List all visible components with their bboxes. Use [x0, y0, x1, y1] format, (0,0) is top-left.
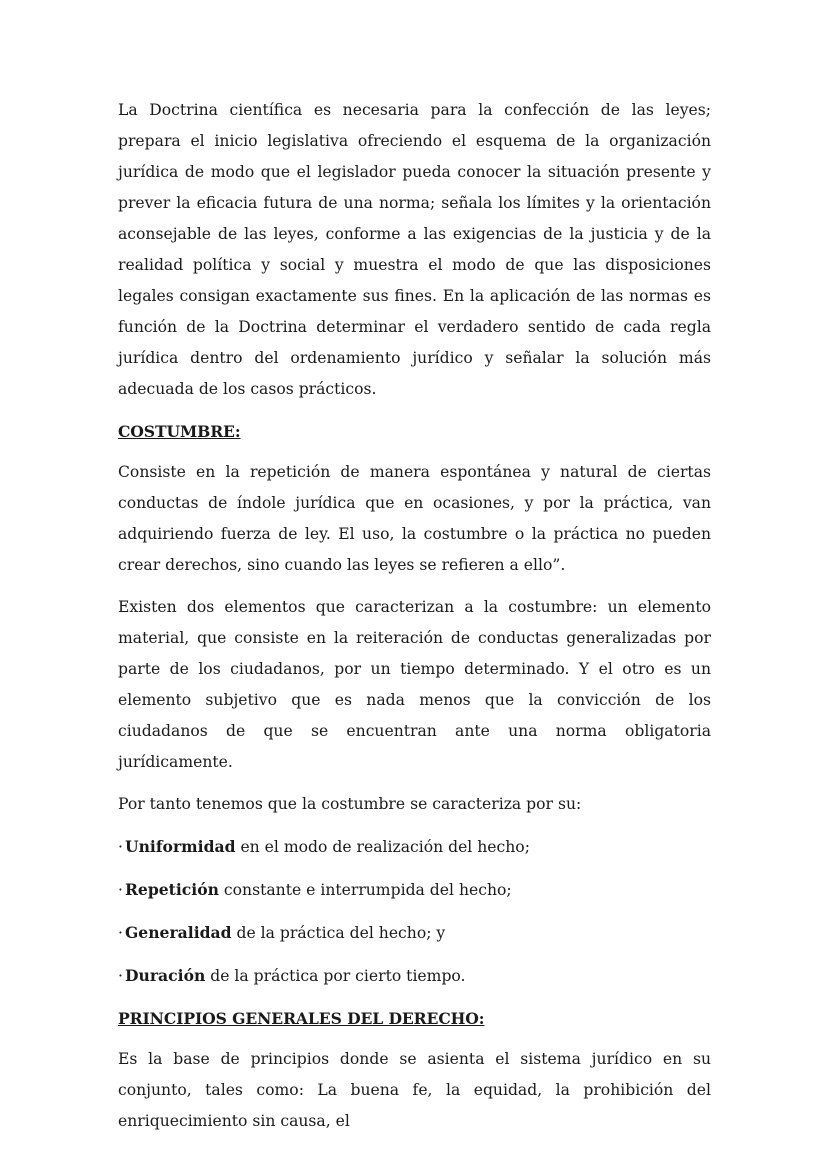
document-page — [118, 95, 711, 1148]
list-item-term: Duración — [124, 966, 206, 985]
paragraph-costumbre-elementos: Existen dos elementos que caracterizan a la costumbre: un elemento material, que consiste en la reiteración de conductas generalizadas por parte de los ciudadanos, por un tiempo determinado. Y el otro es un elemento subjetivo que es nada menos que la convicción de los ciudadanos de que se encuentran ante una norma obligatoria jurídicamente. — [118, 598, 711, 771]
list-item-text: de la práctica del hecho; y — [231, 924, 446, 942]
list-item-text: constante e interrumpida del hecho; — [218, 881, 512, 899]
paragraph-doctrina: La Doctrina científica es necesaria para la confección de las leyes; prepara el inicio legislativa ofreciendo el esquema de la organización jurídica de modo que el legislador pueda conocer la situación presente y prever la eficacia futura de una norma; señala los límites y la orientación aconsejable de las leyes, conforme a las exigencias de la justicia y de la realidad política y social y muestra el modo de que las disposiciones legales consigan exactamente sus fines. En la aplicación de las normas es función de la Doctrina determinar el verdadero sentido de cada regla jurídica dentro del ordenamiento jurídico y señalar la solución más adecuada de los casos prácticos. — [118, 101, 711, 398]
list-item — [118, 874, 711, 906]
paragraph-costumbre-definicion: Consiste en la repetición de manera espontánea y natural de ciertas conductas de índole jurídica que en ocasiones, y por la práctica, van adquiriendo fuerza de ley. El uso, la costumbre o la práctica no pueden crear derechos, sino cuando las leyes se refieren a ello”. — [118, 463, 711, 574]
list-item-text: en el modo de realización del hecho; — [235, 838, 530, 856]
list-item — [118, 831, 711, 863]
bullet-dot: · — [118, 838, 123, 856]
heading-principios-generales: PRINCIPIOS GENERALES DEL DERECHO: — [118, 1009, 485, 1028]
bullet-dot: · — [118, 967, 123, 985]
list-item-term: Repetición — [124, 880, 219, 899]
list-item-text: de la práctica por cierto tiempo. — [205, 967, 466, 985]
list-item-term: Uniformidad — [124, 837, 236, 856]
list-item — [118, 917, 711, 949]
list-item — [118, 960, 711, 992]
paragraph-principios: Es la base de principios donde se asienta el sistema jurídico en su conjunto, tales como: La buena fe, la equidad, la prohibición del enriquecimiento sin causa, el — [118, 1050, 711, 1130]
paragraph-costumbre-caracteristicas: Por tanto tenemos que la costumbre se caracteriza por su: — [118, 795, 582, 813]
bullet-dot: · — [118, 924, 123, 942]
heading-costumbre: COSTUMBRE: — [118, 422, 241, 441]
bullet-dot: · — [118, 881, 123, 899]
list-item-term: Generalidad — [124, 923, 232, 942]
